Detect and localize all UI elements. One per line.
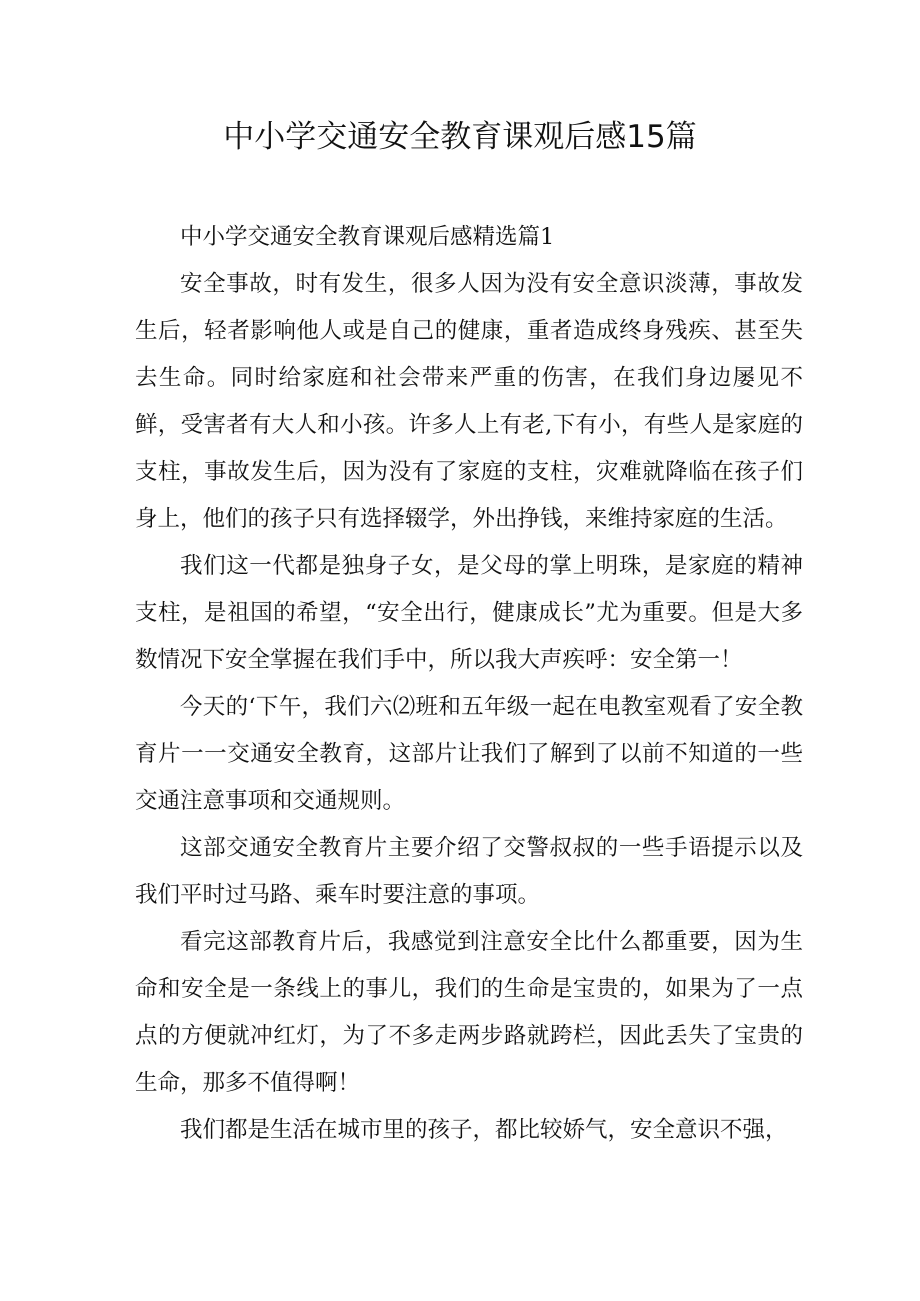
body-paragraph: 今天的‘下午，我们六⑵班和五年级一起在电教室观看了安全教育片一一交通安全教育，这部片让我们了解到了以前不知道的一些交通注意事项和交通规则。 xyxy=(135,694,803,814)
body-paragraph: 看完这部教育片后，我感觉到注意安全比什么都重要，因为生命和安全是一条线上的事儿，我们的生命是宝贵的，如果为了一点点的方便就冲红灯，为了不多走两步路就跨栏，因此丢失了宝贵的生命，那多不值得啊！ xyxy=(135,929,803,1096)
section-heading: 中小学交通安全教育课观后感精选篇1 xyxy=(180,224,555,250)
document-body xyxy=(135,214,803,1154)
document-title: 中小学交通安全教育课观后感15篇 xyxy=(223,119,697,155)
body-paragraph: 我们这一代都是独身子女，是父母的掌上明珠，是家庭的精神支柱，是祖国的希望，“安全出行，健康成长”尤为重要。但是大多数情况下安全掌握在我们手中，所以我大声疾呼：安全第一！ xyxy=(135,553,803,673)
body-paragraph: 我们都是生活在城市里的孩子，都比较娇气，安全意识不强， xyxy=(180,1117,788,1143)
body-paragraph: 安全事故，时有发生，很多人因为没有安全意识淡薄，事故发生后，轻者影响他人或是自己的健康，重者造成终身残疾、甚至失去生命。同时给家庭和社会带来严重的伤害，在我们身边屡见不鲜，受害者有大人和小孩。许多人上有老,下有小，有些人是家庭的支柱，事故发生后，因为没有了家庭的支柱，灾难就降临在孩子们身上，他们的孩子只有选择辍学，外出挣钱，来维持家庭的生活。 xyxy=(135,271,803,532)
body-paragraph: 这部交通安全教育片主要介绍了交警叔叔的一些手语提示以及我们平时过马路、乘车时要注意的事项。 xyxy=(135,835,803,908)
